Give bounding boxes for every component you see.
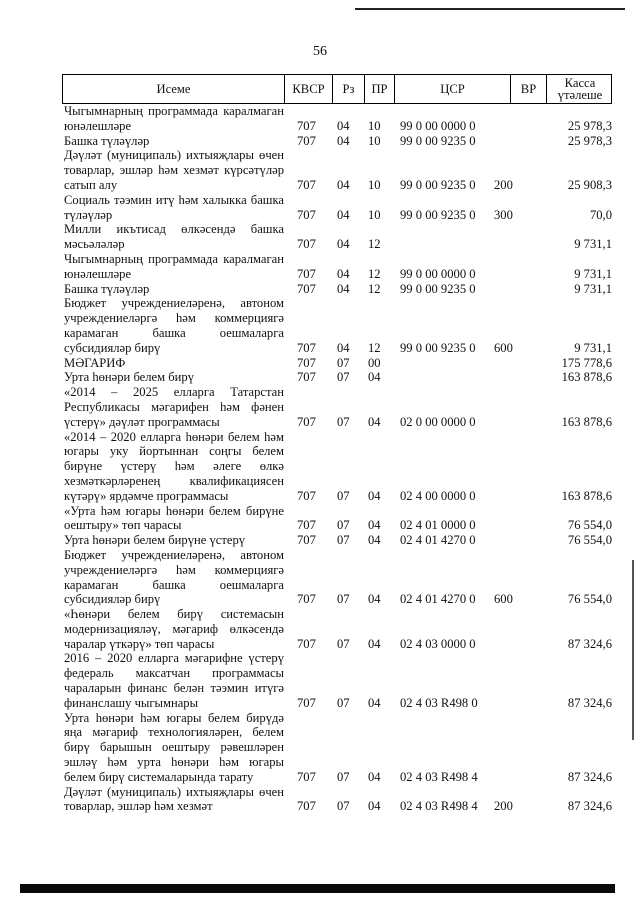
row-rz: 04 [337, 340, 350, 355]
row-csr: 02 4 03 0000 0 [400, 636, 476, 651]
table-header [62, 74, 612, 104]
budget-table [62, 74, 612, 814]
row-rz: 04 [337, 281, 350, 296]
row-sum: 70,0 [589, 207, 612, 222]
row-name: Бюджет учреждениеләренә, автоном учреждениеләргә һәм коммерциягә карамаган башка оешмаларга субсидияләр бирү [64, 547, 284, 607]
row-name: 2016 – 2020 елларга мәгарифне үстерү федераль максатчан программасы чараларын финанс белән тәэмин итүгә финанслашу чыгымнары [64, 651, 284, 710]
row-name: Социаль тәэмин итү һәм халыкка башка түләүләр [64, 192, 284, 222]
row-cells [62, 415, 612, 430]
row-name: «Һөнәри белем бирү системасын модернизацияләү, мәгариф өлкәсендә чаралар үткәрү» төп чарасы [64, 607, 284, 651]
row-kvsr: 707 [297, 769, 316, 784]
row-kvsr: 707 [297, 340, 316, 355]
row-name: Дәүләт (муниципаль) ихтыяҗлары өчен товарлар, эшләр һәм хезмәт [64, 784, 284, 814]
row-cells [62, 533, 612, 548]
row-name: «2014 – 2020 елларга һөнәри белем һәм югары уку йортыннан соңгы белем бирүне үстерү һәм әлеге өлкә хезмәткәрләренең квалификациясен күтәрү» ярдәмче программасы [64, 429, 284, 503]
row-name: Бюджет учреждениеләренә, автоном учреждениеләргә һәм коммерциягә карамаган башка оешмаларга субсидияләр бирү [64, 296, 284, 355]
row-pr: 04 [368, 370, 381, 385]
row-rz: 07 [337, 488, 350, 503]
row-kvsr: 707 [297, 695, 316, 710]
row-name: Урта һөнәри белем бирүне үстерү [64, 533, 246, 548]
table-row [62, 711, 612, 785]
row-rz: 07 [337, 370, 350, 385]
row-pr: 10 [368, 133, 381, 148]
table-row [62, 430, 612, 504]
row-cells [62, 267, 612, 282]
table-row [62, 607, 612, 651]
row-pr: 04 [368, 414, 381, 429]
row-rz: 07 [337, 636, 350, 651]
row-vr: 600 [494, 592, 513, 607]
row-sum: 87 324,6 [567, 636, 612, 651]
row-rz: 07 [337, 799, 350, 814]
row-pr: 10 [368, 118, 381, 133]
row-csr: 02 4 00 0000 0 [400, 488, 476, 503]
scan-artifact-bottom [20, 884, 615, 893]
row-name: «2014 – 2025 елларга Татарстан Республикасы мәгарифен һәм фәнен үстерү» дәүләт программасы [64, 385, 284, 429]
row-pr: 04 [368, 518, 381, 533]
scan-artifact-right [632, 560, 634, 740]
row-csr: 99 0 00 9235 0 [400, 177, 476, 192]
row-kvsr: 707 [297, 592, 316, 607]
table-row [62, 370, 612, 385]
row-sum: 76 554,0 [567, 592, 612, 607]
row-sum: 163 878,6 [561, 414, 612, 429]
header-pr: ПР [365, 75, 395, 103]
row-name: Дәүләт (муниципаль) ихтыяҗлары өчен товарлар, эшләр һәм хезмәт күрсәтүләр сатып алу [64, 148, 284, 192]
header-kassa: Касса үтәлеше [557, 76, 603, 102]
row-cells [62, 489, 612, 504]
row-cells [62, 282, 612, 297]
row-pr: 12 [368, 281, 381, 296]
row-rz: 07 [337, 414, 350, 429]
row-pr: 04 [368, 533, 381, 548]
row-rz: 07 [337, 695, 350, 710]
row-kvsr: 707 [297, 370, 316, 385]
row-sum: 87 324,6 [567, 769, 612, 784]
row-kvsr: 707 [297, 799, 316, 814]
row-sum: 175 778,6 [561, 355, 612, 370]
row-rz: 07 [337, 533, 350, 548]
header-rz: Рз [333, 75, 365, 103]
row-pr: 04 [368, 592, 381, 607]
row-pr: 10 [368, 177, 381, 192]
table-row [62, 356, 612, 371]
row-cells [62, 592, 612, 607]
row-sum: 25 978,3 [567, 118, 612, 133]
row-rz: 07 [337, 518, 350, 533]
row-name: Урта һөнәри белем бирү [64, 370, 195, 385]
table-row [62, 385, 612, 429]
table-row [62, 193, 612, 223]
row-sum: 76 554,0 [567, 533, 612, 548]
row-cells [62, 134, 612, 149]
row-cells [62, 237, 612, 252]
row-csr: 02 4 03 R498 4 [400, 769, 478, 784]
row-cells [62, 208, 612, 223]
page-number: 56 [313, 44, 327, 59]
row-cells [62, 770, 612, 785]
row-rz: 04 [337, 237, 350, 252]
row-sum: 76 554,0 [567, 518, 612, 533]
row-cells [62, 341, 612, 356]
row-kvsr: 707 [297, 636, 316, 651]
table-row [62, 104, 612, 134]
row-rz: 04 [337, 207, 350, 222]
row-name: Чыгымнарның программада каралмаган юнәлешләре [64, 251, 284, 281]
table-row [62, 533, 612, 548]
header-name: Исеме [63, 75, 285, 103]
table-row [62, 651, 612, 710]
row-cells [62, 178, 612, 193]
row-sum: 9 731,1 [574, 237, 612, 252]
row-name: Башка түләүләр [64, 133, 150, 148]
row-csr: 99 0 00 9235 0 [400, 133, 476, 148]
table-body [62, 104, 612, 814]
row-name: Чыгымнарның программада каралмаган юнәлешләре [64, 104, 284, 133]
row-pr: 12 [368, 266, 381, 281]
row-csr: 02 0 00 0000 0 [400, 414, 476, 429]
row-csr: 02 4 03 R498 0 [400, 695, 478, 710]
row-sum: 9 731,1 [574, 340, 612, 355]
row-kvsr: 707 [297, 355, 316, 370]
row-csr: 99 0 00 9235 0 [400, 340, 476, 355]
row-cells [62, 370, 612, 385]
row-csr: 99 0 00 0000 0 [400, 266, 476, 281]
row-kvsr: 707 [297, 266, 316, 281]
row-kvsr: 707 [297, 488, 316, 503]
row-rz: 07 [337, 592, 350, 607]
row-csr: 99 0 00 9235 0 [400, 281, 476, 296]
row-kvsr: 707 [297, 237, 316, 252]
row-kvsr: 707 [297, 533, 316, 548]
table-row [62, 252, 612, 282]
row-pr: 10 [368, 207, 381, 222]
row-name: Милли икътисад өлкәсендә башка мәсьәләләр [64, 222, 284, 252]
row-kvsr: 707 [297, 207, 316, 222]
table-row [62, 548, 612, 607]
row-sum: 163 878,6 [561, 488, 612, 503]
row-vr: 600 [494, 340, 513, 355]
row-vr: 200 [494, 177, 513, 192]
row-csr: 02 4 01 4270 0 [400, 592, 476, 607]
row-kvsr: 707 [297, 177, 316, 192]
table-row [62, 148, 612, 192]
row-csr: 99 0 00 0000 0 [400, 118, 476, 133]
row-kvsr: 707 [297, 133, 316, 148]
row-sum: 9 731,1 [574, 281, 612, 296]
row-cells [62, 119, 612, 134]
row-csr: 02 4 03 R498 4 [400, 799, 478, 814]
row-name: Башка түләүләр [64, 281, 150, 296]
row-pr: 12 [368, 237, 381, 252]
row-sum: 87 324,6 [567, 799, 612, 814]
row-pr: 12 [368, 340, 381, 355]
table-row [62, 222, 612, 252]
row-pr: 04 [368, 488, 381, 503]
header-kvsr: КВСР [285, 75, 333, 103]
row-kvsr: 707 [297, 518, 316, 533]
scan-artifact-top [355, 8, 625, 10]
row-csr: 99 0 00 9235 0 [400, 207, 476, 222]
row-rz: 04 [337, 133, 350, 148]
row-rz: 04 [337, 266, 350, 281]
row-csr: 02 4 01 4270 0 [400, 533, 476, 548]
row-cells [62, 637, 612, 652]
row-vr: 300 [494, 207, 513, 222]
row-name: МӘГАРИФ [64, 355, 126, 370]
row-sum: 87 324,6 [567, 695, 612, 710]
row-sum: 25 978,3 [567, 133, 612, 148]
row-sum: 25 908,3 [567, 177, 612, 192]
row-name: «Урта һәм югары һөнәри белем бирүне оештыру» төп чарасы [64, 503, 284, 533]
header-vr: ВР [511, 75, 547, 103]
row-cells [62, 518, 612, 533]
row-pr: 04 [368, 769, 381, 784]
table-row [62, 134, 612, 149]
row-cells [62, 356, 612, 371]
row-rz: 04 [337, 118, 350, 133]
row-rz: 07 [337, 769, 350, 784]
table-row [62, 282, 612, 297]
table-row [62, 504, 612, 534]
row-pr: 00 [368, 355, 381, 370]
table-row [62, 785, 612, 815]
row-cells [62, 799, 612, 814]
row-cells [62, 696, 612, 711]
row-vr: 200 [494, 799, 513, 814]
row-kvsr: 707 [297, 118, 316, 133]
row-sum: 9 731,1 [574, 266, 612, 281]
row-pr: 04 [368, 695, 381, 710]
header-csr: ЦСР [395, 75, 511, 103]
row-rz: 04 [337, 177, 350, 192]
row-kvsr: 707 [297, 414, 316, 429]
row-pr: 04 [368, 799, 381, 814]
row-name: Урта һөнәри һәм югары белем бирүдә яңа мәгариф технологияләрен, белем бирү барышын оештыру рәвешләрен эшләү һәм урта һөнәри һәм югары белем бирү системаларында тарату [64, 710, 284, 784]
row-kvsr: 707 [297, 281, 316, 296]
row-pr: 04 [368, 636, 381, 651]
row-sum: 163 878,6 [561, 370, 612, 385]
row-rz: 07 [337, 355, 350, 370]
row-csr: 02 4 01 0000 0 [400, 518, 476, 533]
table-row [62, 296, 612, 355]
